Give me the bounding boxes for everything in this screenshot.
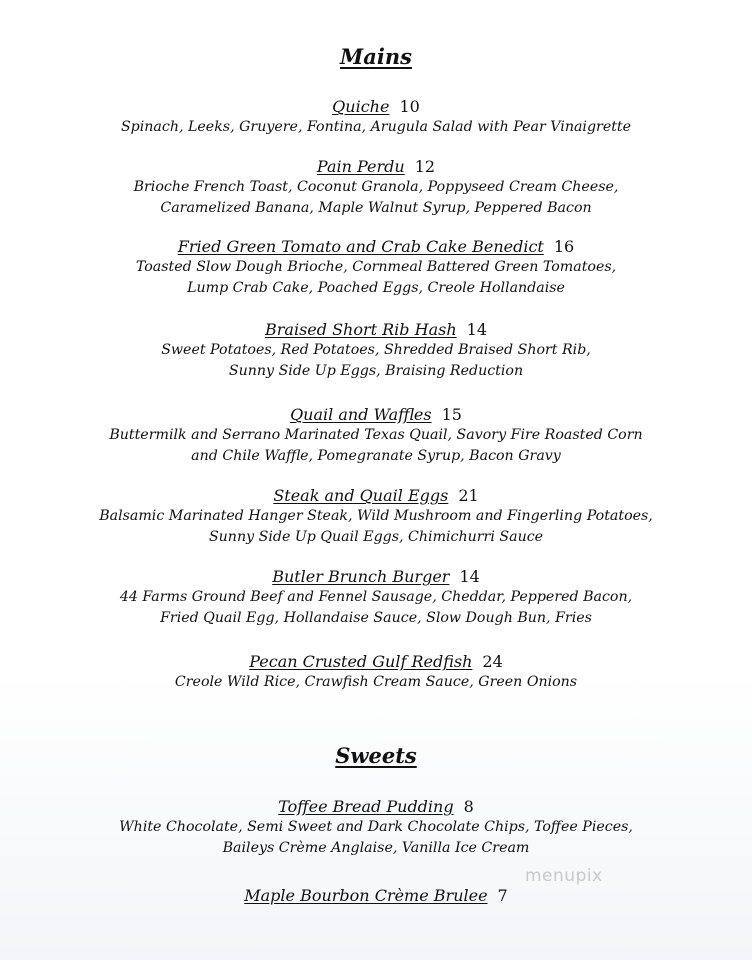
item-description: Caramelized Banana, Maple Walnut Syrup, Peppered Bacon — [160, 199, 592, 216]
item-price: 15 — [441, 405, 462, 424]
item-price: 21 — [458, 486, 479, 505]
item-name: Quiche — [332, 97, 390, 116]
item-description: Spinach, Leeks, Gruyere, Fontina, Arugula Salad with Pear Vinaigrette — [120, 119, 632, 135]
item-description: Sweet Potatoes, Red Potatoes, Shredded Braised Short Rib, — [161, 342, 591, 358]
item-name: Braised Short Rib Hash — [265, 320, 457, 339]
item-description: Baileys Crème Anglaise, Vanilla Ice Cream — [222, 839, 530, 856]
item-name: Butler Brunch Burger — [272, 567, 450, 586]
item-name: Pecan Crusted Gulf Redfish — [249, 652, 473, 671]
item-description: Balsamic Marinated Hanger Steak, Wild Mushroom and Fingerling Potatoes, — [99, 508, 653, 524]
item-name: Pain Perdu — [316, 157, 405, 176]
menu-item-gulf-redfish — [20, 652, 732, 693]
item-description: Toasted Slow Dough Brioche, Cornmeal Battered Green Tomatoes, — [135, 259, 617, 275]
menu-item-crab-cake-benedict — [20, 237, 732, 298]
item-price: 14 — [466, 320, 487, 339]
item-name: Toffee Bread Pudding — [278, 797, 454, 816]
item-price: 12 — [414, 157, 436, 176]
item-price: 8 — [463, 797, 474, 816]
mains-title: Mains — [340, 44, 412, 69]
sweets-title: Sweets — [335, 743, 417, 768]
item-description: Sunny Side Up Quail Eggs, Chimichurri Sauce — [208, 528, 544, 545]
item-description: Sunny Side Up Eggs, Braising Reduction — [228, 362, 524, 379]
item-description: Brioche French Toast, Coconut Granola, Poppyseed Cream Cheese, — [133, 179, 619, 195]
menu-item-creme-brulee — [20, 886, 732, 906]
item-price: 10 — [399, 97, 420, 116]
item-price: 16 — [553, 237, 575, 256]
item-description: and Chile Waffle, Pomegranate Syrup, Bacon Gravy — [191, 447, 561, 464]
item-price: 7 — [497, 886, 508, 905]
item-description: Lump Crab Cake, Poached Eggs, Creole Hollandaise — [187, 279, 565, 296]
menu-item-quiche — [20, 97, 732, 138]
menu-item-brunch-burger — [20, 567, 732, 628]
item-name: Fried Green Tomato and Crab Cake Benedict — [177, 237, 544, 256]
item-description: Creole Wild Rice, Crawfish Cream Sauce, Green Onions — [174, 674, 578, 690]
item-price: 24 — [482, 652, 503, 671]
item-description: White Chocolate, Semi Sweet and Dark Chocolate Chips, Toffee Pieces, — [119, 819, 633, 835]
item-description: Buttermilk and Serrano Marinated Texas Quail, Savory Fire Roasted Corn — [109, 427, 643, 443]
watermark: menupix — [525, 866, 603, 886]
item-name: Maple Bourbon Crème Brulee — [244, 886, 488, 905]
menu-item-steak-and-quail-eggs — [20, 486, 732, 547]
item-name: Quail and Waffles — [290, 405, 432, 424]
item-description: Fried Quail Egg, Hollandaise Sauce, Slow Dough Bun, Fries — [160, 609, 592, 626]
menu-item-pain-perdu — [20, 157, 732, 218]
item-name: Steak and Quail Eggs — [273, 486, 449, 505]
item-price: 14 — [459, 567, 480, 586]
item-description: 44 Farms Ground Beef and Fennel Sausage, Cheddar, Peppered Bacon, — [119, 589, 633, 605]
menu-item-short-rib-hash — [20, 320, 732, 381]
menu-item-quail-and-waffles — [20, 405, 732, 466]
menu-item-toffee-bread-pudding — [20, 797, 732, 858]
